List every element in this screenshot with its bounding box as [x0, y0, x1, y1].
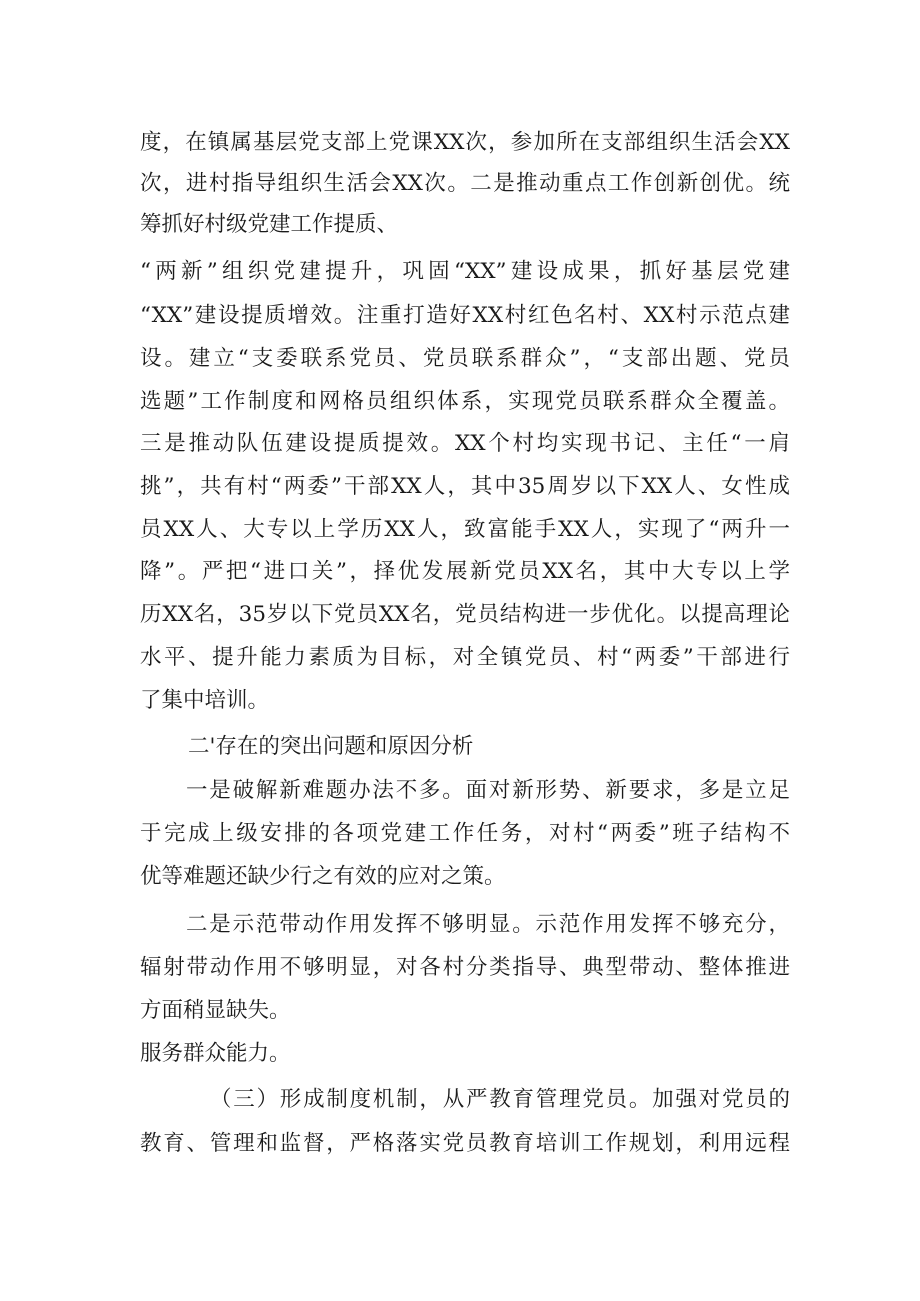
- paragraph-line: 一是破解新难题办法不多。面对新形势、新要求，多是立足: [186, 778, 790, 803]
- section-heading: 二'存在的突出问题和原因分析: [188, 734, 474, 759]
- paragraph-line: 优等难题还缺少行之有效的应对之策。: [140, 864, 506, 889]
- paragraph-line: 二是示范带动作用发挥不够明显。示范作用发挥不够充分，: [186, 912, 790, 937]
- paragraph-line: 于完成上级安排的各项党建工作任务，对村“两委”班子结构不: [140, 821, 790, 846]
- paragraph-line: （三）形成制度机制，从严教育管理党员。加强对党员的: [210, 1087, 790, 1112]
- paragraph-line: 历XX名，35岁以下党员XX名，党员结构进一步优化。以提高理论: [140, 602, 790, 627]
- paragraph-line: 辐射带动作用不够明显，对各村分类指导、典型带动、整体推进: [140, 955, 790, 980]
- paragraph-line: 筹抓好村级党建工作提质、: [140, 212, 399, 237]
- paragraph-line: 员XX人、大专以上学历XX人，致富能手XX人，实现了“两升一: [140, 517, 790, 542]
- paragraph-line: “XX”建设提质增效。注重打造好XX村红色名村、XX村示范点建: [140, 303, 790, 328]
- paragraph-line: 三是推动队伍建设提质提效。XX个村均实现书记、主任“一肩: [140, 431, 790, 456]
- paragraph-line: 度，在镇属基层党支部上党课XX次，参加所在支部组织生活会XX: [140, 130, 790, 155]
- paragraph-line: 降”。严把“进口关”，择优发展新党员XX名，其中大专以上学: [140, 559, 790, 584]
- paragraph-line: 了集中培训。: [140, 688, 270, 713]
- paragraph-line: 教育、管理和监督，严格落实党员教育培训工作规划，利用远程: [140, 1131, 790, 1156]
- paragraph-line: 选题”工作制度和网格员组织体系，实现党员联系群众全覆盖。: [140, 389, 790, 414]
- paragraph-line: 服务群众能力。: [140, 1041, 291, 1066]
- paragraph-line: 方面稍显缺失。: [140, 998, 291, 1023]
- paragraph-line: 水平、提升能力素质为目标，对全镇党员、村“两委”干部进行: [140, 645, 790, 670]
- paragraph-line: “两新”组织党建提升，巩固“XX”建设成果，抓好基层党建: [140, 259, 790, 284]
- paragraph-line: 挑”，共有村“两委”干部XX人，其中35周岁以下XX人、女性成: [140, 474, 790, 499]
- paragraph-line: 设。建立“支委联系党员、党员联系群众”，“支部出题、党员: [140, 346, 790, 371]
- paragraph-line: 次，进村指导组织生活会XX次。二是推动重点工作创新创优。统: [140, 171, 790, 196]
